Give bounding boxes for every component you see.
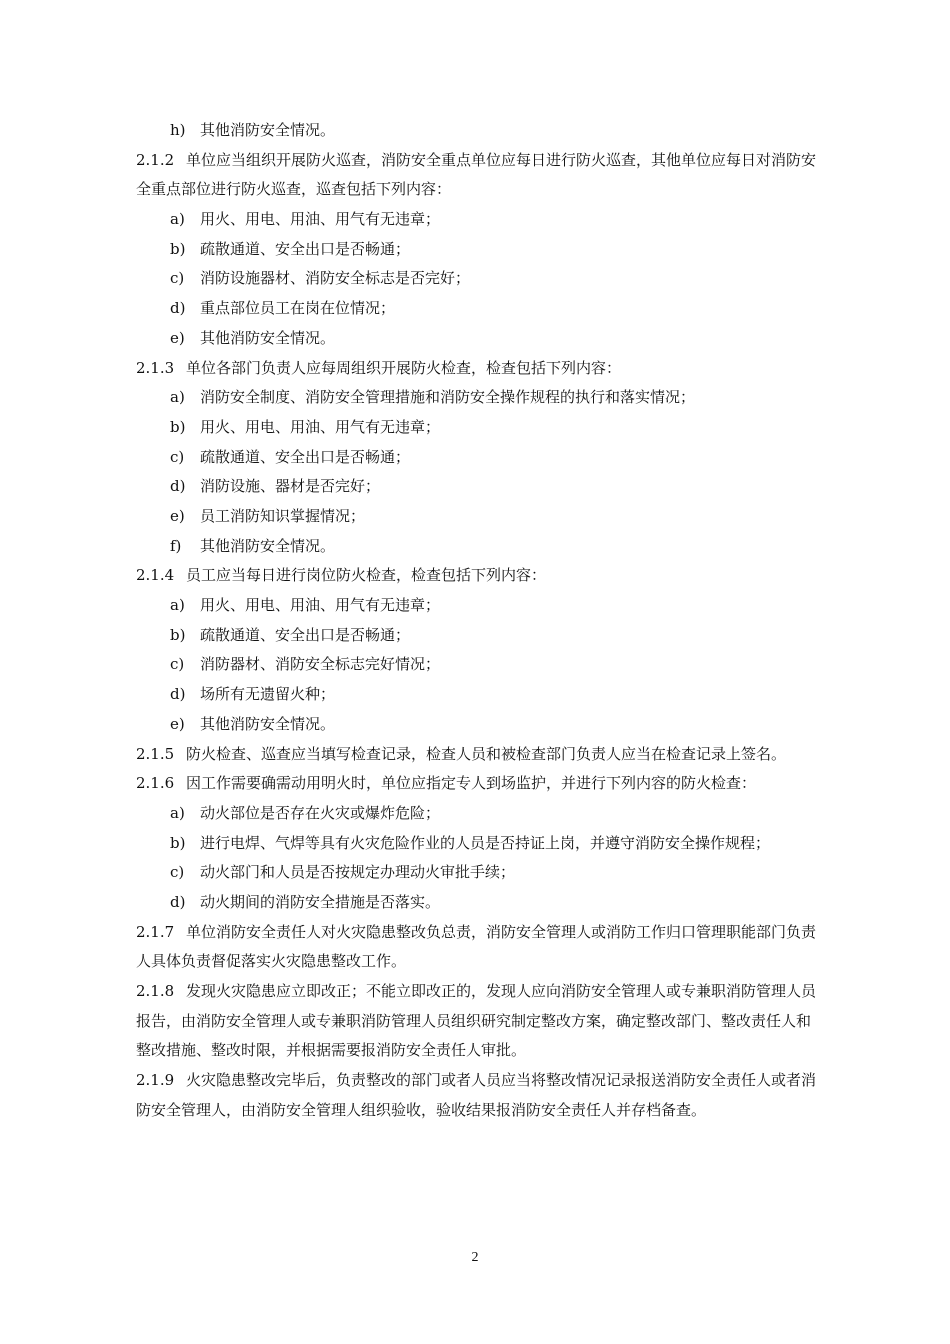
list-item <box>136 264 818 294</box>
list-item-marker: c) <box>170 655 185 674</box>
list-item <box>136 621 818 651</box>
list-item-text: 进行电焊、气焊等具有火灾危险作业的人员是否持证上岗，并遵守消防安全操作规程； <box>200 833 771 852</box>
list-item <box>136 502 818 532</box>
list-item-marker: e) <box>170 506 185 525</box>
clause-paragraph <box>136 918 818 977</box>
list-item-text: 动火部门和人员是否按规定办理动火审批手续； <box>200 863 516 882</box>
list-item-marker: b) <box>170 239 186 258</box>
list-item-marker: h) <box>170 121 186 139</box>
list-item-text: 重点部位员工在岗在位情况； <box>200 299 396 318</box>
list-item-text: 消防设施、器材是否完好； <box>200 477 381 496</box>
clause-text: 员工应当每日进行岗位防火检查，检查包括下列内容： <box>186 566 547 585</box>
list-item-text: 用火、用电、用油、用气有无违章； <box>200 596 441 615</box>
list-item-marker: b) <box>170 417 186 436</box>
list-item-marker: d) <box>170 299 186 318</box>
list-item-text: 员工消防知识掌握情况； <box>200 506 366 525</box>
list-item <box>136 710 818 740</box>
list-item <box>136 116 818 146</box>
list-item-marker: a) <box>170 210 185 229</box>
clause-text: 单位各部门负责人应每周组织开展防火检查，检查包括下列内容： <box>186 358 622 377</box>
list-item-marker: e) <box>170 714 185 733</box>
list-item-marker: b) <box>170 625 186 644</box>
clause-paragraph <box>136 561 818 591</box>
list-item <box>136 383 818 413</box>
list-item <box>136 532 818 562</box>
clause-text: 因工作需要确需动用明火时，单位应指定专人到场监护，并进行下列内容的防火检查： <box>186 774 757 793</box>
clause-number: 2.1.9 <box>136 1071 175 1090</box>
page-number: 2 <box>471 1250 479 1265</box>
clause-paragraph <box>136 977 818 1066</box>
list-item-text: 消防器材、消防安全标志完好情况； <box>200 655 441 674</box>
clause-paragraph <box>136 769 818 799</box>
list-item <box>136 294 818 324</box>
list-item-text: 动火期间的消防安全措施是否落实。 <box>200 892 441 911</box>
list-item-marker: a) <box>170 596 185 615</box>
list-item-marker: c) <box>170 269 185 288</box>
list-item-marker: f) <box>170 536 182 555</box>
list-item-text: 场所有无遗留火种； <box>200 685 336 704</box>
list-item-marker: a) <box>170 388 185 407</box>
list-item-text: 其他消防安全情况。 <box>200 714 336 733</box>
list-item <box>136 591 818 621</box>
list-item-marker: d) <box>170 685 186 704</box>
clause-paragraph <box>136 740 818 770</box>
list-item-text: 疏散通道、安全出口是否畅通； <box>200 625 411 644</box>
list-item <box>136 205 818 235</box>
document-body <box>136 116 818 1126</box>
list-item-marker: c) <box>170 863 185 882</box>
list-item-text: 消防安全制度、消防安全管理措施和消防安全操作规程的执行和落实情况； <box>200 388 696 407</box>
clause-number: 2.1.8 <box>136 982 175 1001</box>
clause-number: 2.1.5 <box>136 744 175 763</box>
list-item-text: 用火、用电、用油、用气有无违章； <box>200 210 441 229</box>
list-item <box>136 888 818 918</box>
list-item-marker: b) <box>170 833 186 852</box>
clause-paragraph <box>136 354 818 384</box>
list-item <box>136 443 818 473</box>
clause-text: 防火检查、巡查应当填写检查记录，检查人员和被检查部门负责人应当在检查记录上签名。 <box>186 744 787 763</box>
list-item-text: 疏散通道、安全出口是否畅通； <box>200 239 411 258</box>
list-item-marker: e) <box>170 328 185 347</box>
list-item <box>136 680 818 710</box>
list-item <box>136 799 818 829</box>
list-item-marker: c) <box>170 447 185 466</box>
list-item <box>136 650 818 680</box>
clause-text: 火灾隐患整改完毕后，负责整改的部门或者人员应当将整改情况记录报送消防安全责任人或者消防安全管理人，由消防安全管理人组织验收，验收结果报消防安全责任人并存档备查。 <box>136 1071 817 1119</box>
list-item-marker: d) <box>170 892 186 911</box>
list-item <box>136 472 818 502</box>
clause-text: 单位应当组织开展防火巡查，消防安全重点单位应每日进行防火巡查，其他单位应每日对消防安全重点部位进行防火巡查，巡查包括下列内容： <box>136 150 817 199</box>
list-item-text: 其他消防安全情况。 <box>200 328 336 347</box>
list-item <box>136 413 818 443</box>
list-item-text: 消防设施器材、消防安全标志是否完好； <box>200 269 471 288</box>
list-item-text: 其他消防安全情况。 <box>200 536 336 555</box>
clause-paragraph <box>136 146 818 205</box>
clause-text: 发现火灾隐患应立即改正；不能立即改正的，发现人应向消防安全管理人或专兼职消防管理人员报告，由消防安全管理人或专兼职消防管理人员组织研究制定整改方案，确定整改部门、整改责任人和整改措施、整改时限，并根据需要报消防安全责任人审批。 <box>136 982 817 1060</box>
list-item <box>136 235 818 265</box>
clause-text: 单位消防安全责任人对火灾隐患整改负总责，消防安全管理人或消防工作归口管理职能部门负责人具体负责督促落实火灾隐患整改工作。 <box>136 922 817 971</box>
list-item-marker: a) <box>170 803 185 822</box>
list-item-text: 其他消防安全情况。 <box>200 121 336 139</box>
list-item-text: 用火、用电、用油、用气有无违章； <box>200 417 441 436</box>
clause-number: 2.1.4 <box>136 566 175 585</box>
clause-number: 2.1.3 <box>136 358 175 377</box>
list-item <box>136 858 818 888</box>
clause-number: 2.1.6 <box>136 774 175 793</box>
clause-number: 2.1.7 <box>136 922 175 941</box>
list-item <box>136 829 818 859</box>
clause-number: 2.1.2 <box>136 150 175 169</box>
list-item-text: 动火部位是否存在火灾或爆炸危险； <box>200 803 441 822</box>
list-item-text: 疏散通道、安全出口是否畅通； <box>200 447 411 466</box>
clause-paragraph <box>136 1066 818 1125</box>
list-item <box>136 324 818 354</box>
list-item-marker: d) <box>170 477 186 496</box>
